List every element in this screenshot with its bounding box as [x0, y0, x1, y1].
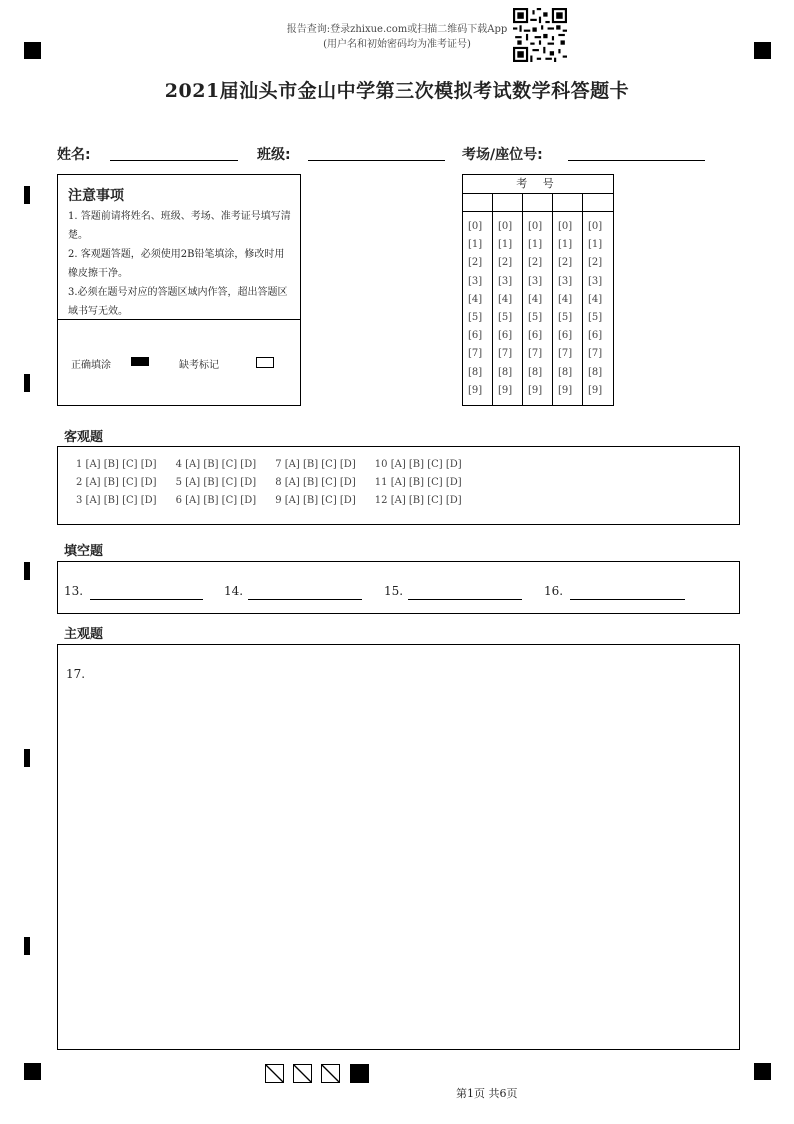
notes-list: [68, 207, 293, 321]
diag-box-icon: [293, 1064, 312, 1083]
notes-item: 2. 客观题答题，必须使用2B铅笔填涂，修改时用橡皮擦干净。: [68, 249, 285, 279]
q17-answer-area[interactable]: [57, 644, 740, 1050]
exam-digit-bubble[interactable]: [1]: [588, 239, 603, 251]
timing-mark: [24, 937, 30, 955]
exam-digit-bubble[interactable]: [9]: [588, 384, 603, 396]
exam-digit-bubble[interactable]: [6]: [498, 330, 513, 342]
exam-digit-bubble[interactable]: [8]: [558, 366, 573, 378]
report-notice: [0, 22, 794, 52]
exam-digit-bubble[interactable]: [2]: [528, 257, 543, 269]
exam-digit-bubble[interactable]: [1]: [558, 239, 573, 251]
page-title: 2021届汕头市金山中学第三次模拟考试数学科答题卡: [164, 80, 630, 102]
exam-digit-bubble[interactable]: [2]: [588, 257, 603, 269]
exam-digit-bubble[interactable]: [9]: [468, 384, 483, 396]
exam-digit-bubble[interactable]: [1]: [528, 239, 543, 251]
absent-mark-label: 缺考标记: [179, 360, 219, 371]
exam-digit-bubble[interactable]: [0]: [498, 221, 513, 232]
exam-digit-bubble[interactable]: [6]: [588, 330, 603, 342]
notes-item: 1. 答题前请将姓名、班级、考场、准考证号填写清楚。: [68, 211, 291, 241]
timing-mark: [24, 374, 30, 392]
exam-digit-bubble[interactable]: [7]: [528, 348, 543, 360]
exam-digit-bubble[interactable]: [7]: [498, 348, 513, 360]
notes-divider: [58, 319, 300, 320]
exam-digit-bubble[interactable]: [9]: [558, 384, 573, 396]
blank-16-field[interactable]: [570, 599, 685, 600]
exam-digit-bubble[interactable]: [9]: [528, 384, 543, 396]
exam-digit-bubble[interactable]: [4]: [558, 293, 573, 305]
notes-item: 3.必须在题号对应的答题区域内作答，超出答题区域书写无效。: [68, 287, 288, 317]
exam-number-write-row[interactable]: [463, 193, 613, 212]
subjective-title: 主观题: [64, 627, 104, 642]
exam-number-cell[interactable]: [493, 193, 523, 211]
timing-mark: [24, 749, 30, 767]
exam-digit-bubble[interactable]: [6]: [558, 330, 573, 342]
seat-field[interactable]: [568, 160, 705, 161]
exam-digit-bubble[interactable]: [4]: [468, 293, 483, 305]
exam-digit-bubble[interactable]: [5]: [528, 312, 543, 323]
qr-code[interactable]: [513, 8, 567, 62]
notes-box: [57, 174, 301, 406]
exam-digit-bubble[interactable]: [8]: [498, 366, 513, 378]
exam-digit-bubble[interactable]: [0]: [588, 221, 603, 232]
exam-digit-bubble[interactable]: [3]: [498, 275, 513, 287]
timing-mark: [24, 186, 30, 204]
corner-mark-bottom-left: [24, 1063, 41, 1080]
exam-digit-bubble[interactable]: [7]: [468, 348, 483, 360]
seat-label: 考场/座位号:: [462, 147, 543, 163]
diag-box-icon: [321, 1064, 340, 1083]
diag-box-icon: [265, 1064, 284, 1083]
exam-digit-bubble[interactable]: [2]: [498, 257, 513, 269]
exam-digit-bubble[interactable]: [1]: [498, 239, 513, 251]
exam-number-cell[interactable]: [553, 193, 583, 211]
exam-digit-bubble[interactable]: [3]: [468, 275, 483, 287]
blank-15-label: 15.: [384, 584, 404, 598]
exam-digit-bubble[interactable]: [0]: [468, 221, 483, 232]
name-label: 姓名:: [57, 147, 91, 163]
exam-digit-bubble[interactable]: [3]: [588, 275, 603, 287]
exam-number-header: 考 号: [463, 175, 613, 194]
mc-row[interactable]: 1 [A] [B] [C] [D] 4 [A] [B] [C] [D] 7 [A] [B] [C] [D] 10 [A] [B] [C] [D]: [76, 459, 462, 470]
q17-label: 17.: [66, 667, 86, 681]
exam-digit-bubble[interactable]: [5]: [588, 312, 603, 323]
class-label: 班级:: [257, 147, 291, 163]
exam-digit-bubble[interactable]: [3]: [558, 275, 573, 287]
blank-16-label: 16.: [544, 584, 564, 598]
exam-digit-bubble[interactable]: [8]: [468, 366, 483, 378]
correct-fill-sample: [131, 357, 149, 366]
exam-number-cell[interactable]: [463, 193, 493, 211]
absent-mark-box[interactable]: [256, 357, 274, 368]
exam-digit-bubble[interactable]: [1]: [468, 239, 483, 251]
class-field[interactable]: [308, 160, 445, 161]
exam-digit-bubble[interactable]: [4]: [498, 293, 513, 305]
exam-digit-bubble[interactable]: [8]: [528, 366, 543, 378]
exam-digit-bubble[interactable]: [2]: [558, 257, 573, 269]
exam-digit-bubble[interactable]: [0]: [528, 221, 543, 232]
objective-box: [57, 446, 740, 525]
timing-mark: [24, 562, 30, 580]
corner-mark-bottom-right: [754, 1063, 771, 1080]
exam-digit-bubble[interactable]: [4]: [528, 293, 543, 305]
exam-digit-bubble[interactable]: [4]: [588, 293, 603, 305]
fill-blank-title: 填空题: [64, 544, 104, 559]
mc-row[interactable]: 3 [A] [B] [C] [D] 6 [A] [B] [C] [D] 9 [A] [B] [C] [D] 12 [A] [B] [C] [D]: [76, 495, 462, 506]
exam-digit-bubble[interactable]: [9]: [498, 384, 513, 396]
exam-number-cell[interactable]: [523, 193, 553, 211]
name-field[interactable]: [110, 160, 238, 161]
blank-14-field[interactable]: [248, 599, 362, 600]
exam-number-grid: [462, 174, 614, 406]
notes-title: 注意事项: [68, 188, 124, 204]
blank-13-field[interactable]: [90, 599, 203, 600]
exam-digit-bubble[interactable]: [3]: [528, 275, 543, 287]
objective-title: 客观题: [64, 430, 104, 445]
report-notice-line1: 报告查询:登录zhixue.com或扫描二维码下载App: [286, 24, 508, 35]
blank-15-field[interactable]: [408, 599, 522, 600]
correct-fill-label: 正确填涂: [71, 360, 111, 371]
blank-14-label: 14.: [224, 584, 244, 598]
exam-digit-bubble[interactable]: [7]: [588, 348, 603, 360]
exam-digit-bubble[interactable]: [0]: [558, 221, 573, 232]
exam-digit-bubble[interactable]: [8]: [588, 366, 603, 378]
blank-13-label: 13.: [64, 584, 84, 598]
report-notice-line2: (用户名和初始密码均为准考证号): [323, 39, 471, 50]
exam-digit-bubble[interactable]: [5]: [498, 312, 513, 323]
exam-digit-bubble[interactable]: [6]: [528, 330, 543, 342]
exam-digit-bubble[interactable]: [5]: [558, 312, 573, 323]
mc-row[interactable]: 2 [A] [B] [C] [D] 5 [A] [B] [C] [D] 8 [A] [B] [C] [D] 11 [A] [B] [C] [D]: [76, 477, 462, 488]
exam-digit-bubble[interactable]: [6]: [468, 330, 483, 342]
exam-digit-bubble[interactable]: [2]: [468, 257, 483, 269]
filled-box-icon: [350, 1064, 369, 1083]
exam-digit-bubble[interactable]: [5]: [468, 312, 483, 323]
page-number: 第1页 共6页: [456, 1087, 518, 1100]
exam-digit-bubble[interactable]: [7]: [558, 348, 573, 360]
